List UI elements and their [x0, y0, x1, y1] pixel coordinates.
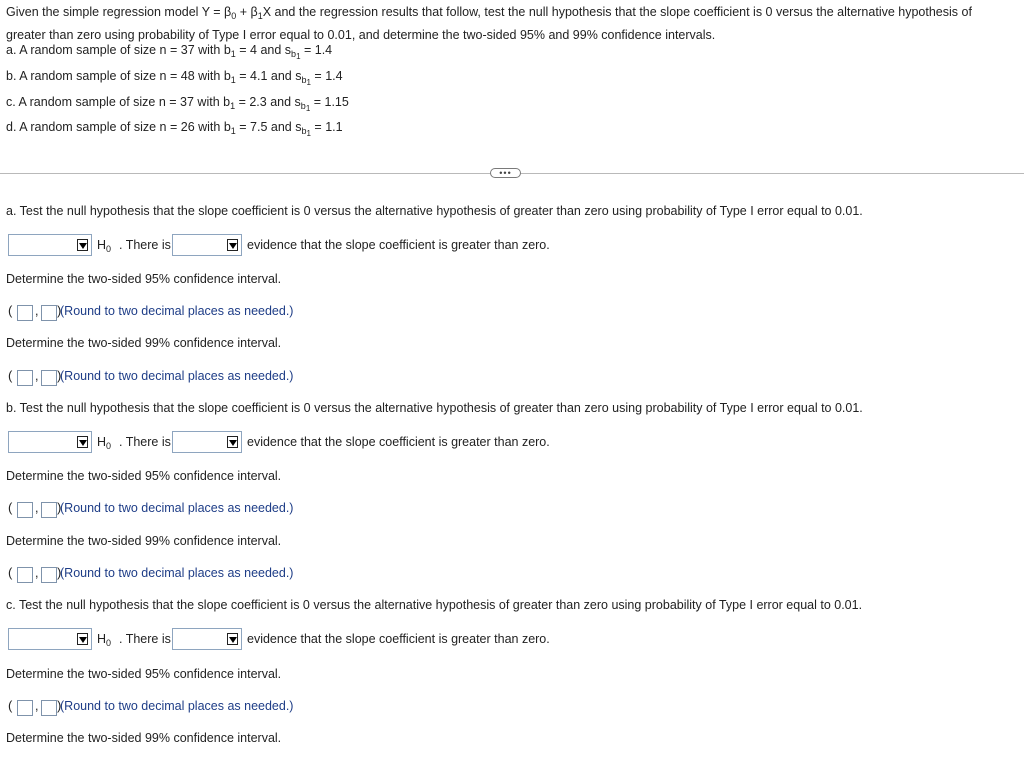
part-c-ci99-label: Determine the two-sided 99% confidence interval. [6, 731, 282, 745]
part-b-evidence-select[interactable] [172, 431, 242, 453]
part-b-instruction: b. Test the null hypothesis that the slope coefficient is 0 versus the alternative hypothesis of greater than zero using probability of Type I error equal to 0.01. [6, 401, 863, 415]
part-a-ci99-label: Determine the two-sided 99% confidence interval. [6, 336, 282, 350]
ci95-lower-input[interactable] [17, 700, 33, 716]
ci95-upper-input[interactable] [41, 305, 57, 321]
part-c-there-is: . There is [119, 632, 171, 646]
problem-intro-line2: greater than zero using probability of Type I error equal to 0.01, and determine the two-sided 95% and 99% confidence intervals. [6, 28, 716, 42]
part-c-decision-select[interactable] [8, 628, 92, 650]
part-a-h0-label: $H_0$ [97, 238, 112, 254]
part-c-ci95-round-note: (Round to two decimal places as needed.) [60, 699, 294, 713]
part-b-there-is: . There is [119, 435, 171, 449]
part-b-ci99-round-note: (Round to two decimal places as needed.) [60, 566, 294, 580]
part-c-instruction: c. Test the null hypothesis that the slope coefficient is 0 versus the alternative hypothesis of greater than zero using probability of Type I error equal to 0.01. [6, 598, 863, 612]
dropdown-arrow-icon [77, 436, 88, 448]
ci95-lower-input[interactable] [17, 305, 33, 321]
part-c-h0-label: $H_0$ [97, 632, 112, 648]
part-b-decision-select[interactable] [8, 431, 92, 453]
ci99-upper-input[interactable] [41, 370, 57, 386]
part-a-evidence-text: evidence that the slope coefficient is greater than zero. [247, 238, 550, 252]
ci99-upper-input[interactable] [41, 567, 57, 583]
ci95-upper-input[interactable] [41, 700, 57, 716]
problem-intro: Given the simple regression model $Y = \beta_0 + \beta_1X$ and the regression results that follow, test the null hypothesis that the slope coefficient is 0 versus the alternative hypothesis of [6, 5, 972, 21]
dropdown-arrow-icon [77, 239, 88, 251]
part-b-h0-label: $H_0$ [97, 435, 112, 451]
case-c: c. A random sample of size n = 37 with $b_1 = 2.3$ and $s_{b_1} = 1.15$ [6, 95, 349, 113]
part-b-ci95-label: Determine the two-sided 95% confidence interval. [6, 469, 282, 483]
ci99-lower-input[interactable] [17, 370, 33, 386]
part-a-instruction: a. Test the null hypothesis that the slope coefficient is 0 versus the alternative hypothesis of greater than zero using probability of Type I error equal to 0.01. [6, 204, 863, 218]
case-b: b. A random sample of size n = 48 with $b_1 = 4.1$ and $s_{b_1} = 1.4$ [6, 69, 343, 87]
part-c-evidence-text: evidence that the slope coefficient is greater than zero. [247, 632, 550, 646]
ci95-upper-input[interactable] [41, 502, 57, 518]
part-b-ci95-round-note: (Round to two decimal places as needed.) [60, 501, 294, 515]
case-a: a. A random sample of size n = 37 with $b_1 = 4$ and $s_{b_1} = 1.4$ [6, 43, 333, 61]
part-a-ci95-round-note: (Round to two decimal places as needed.) [60, 304, 294, 318]
part-c-ci95-label: Determine the two-sided 95% confidence interval. [6, 667, 282, 681]
part-a-ci99-round-note: (Round to two decimal places as needed.) [60, 369, 294, 383]
dropdown-arrow-icon [227, 633, 238, 645]
part-a-ci95-label: Determine the two-sided 95% confidence interval. [6, 272, 282, 286]
case-d: d. A random sample of size n = 26 with $b_1 = 7.5$ and $s_{b_1} = 1.1$ [6, 120, 343, 138]
dropdown-arrow-icon [227, 239, 238, 251]
part-a-there-is: . There is [119, 238, 171, 252]
part-b-evidence-text: evidence that the slope coefficient is greater than zero. [247, 435, 550, 449]
part-a-decision-select[interactable] [8, 234, 92, 256]
problem-statement [6, 3, 1016, 45]
ci99-lower-input[interactable] [17, 567, 33, 583]
dropdown-arrow-icon [77, 633, 88, 645]
ci95-lower-input[interactable] [17, 502, 33, 518]
part-c-evidence-select[interactable] [172, 628, 242, 650]
part-a-evidence-select[interactable] [172, 234, 242, 256]
part-b-ci99-label: Determine the two-sided 99% confidence interval. [6, 534, 282, 548]
dropdown-arrow-icon [227, 436, 238, 448]
expand-more-button[interactable]: ••• [490, 168, 521, 178]
